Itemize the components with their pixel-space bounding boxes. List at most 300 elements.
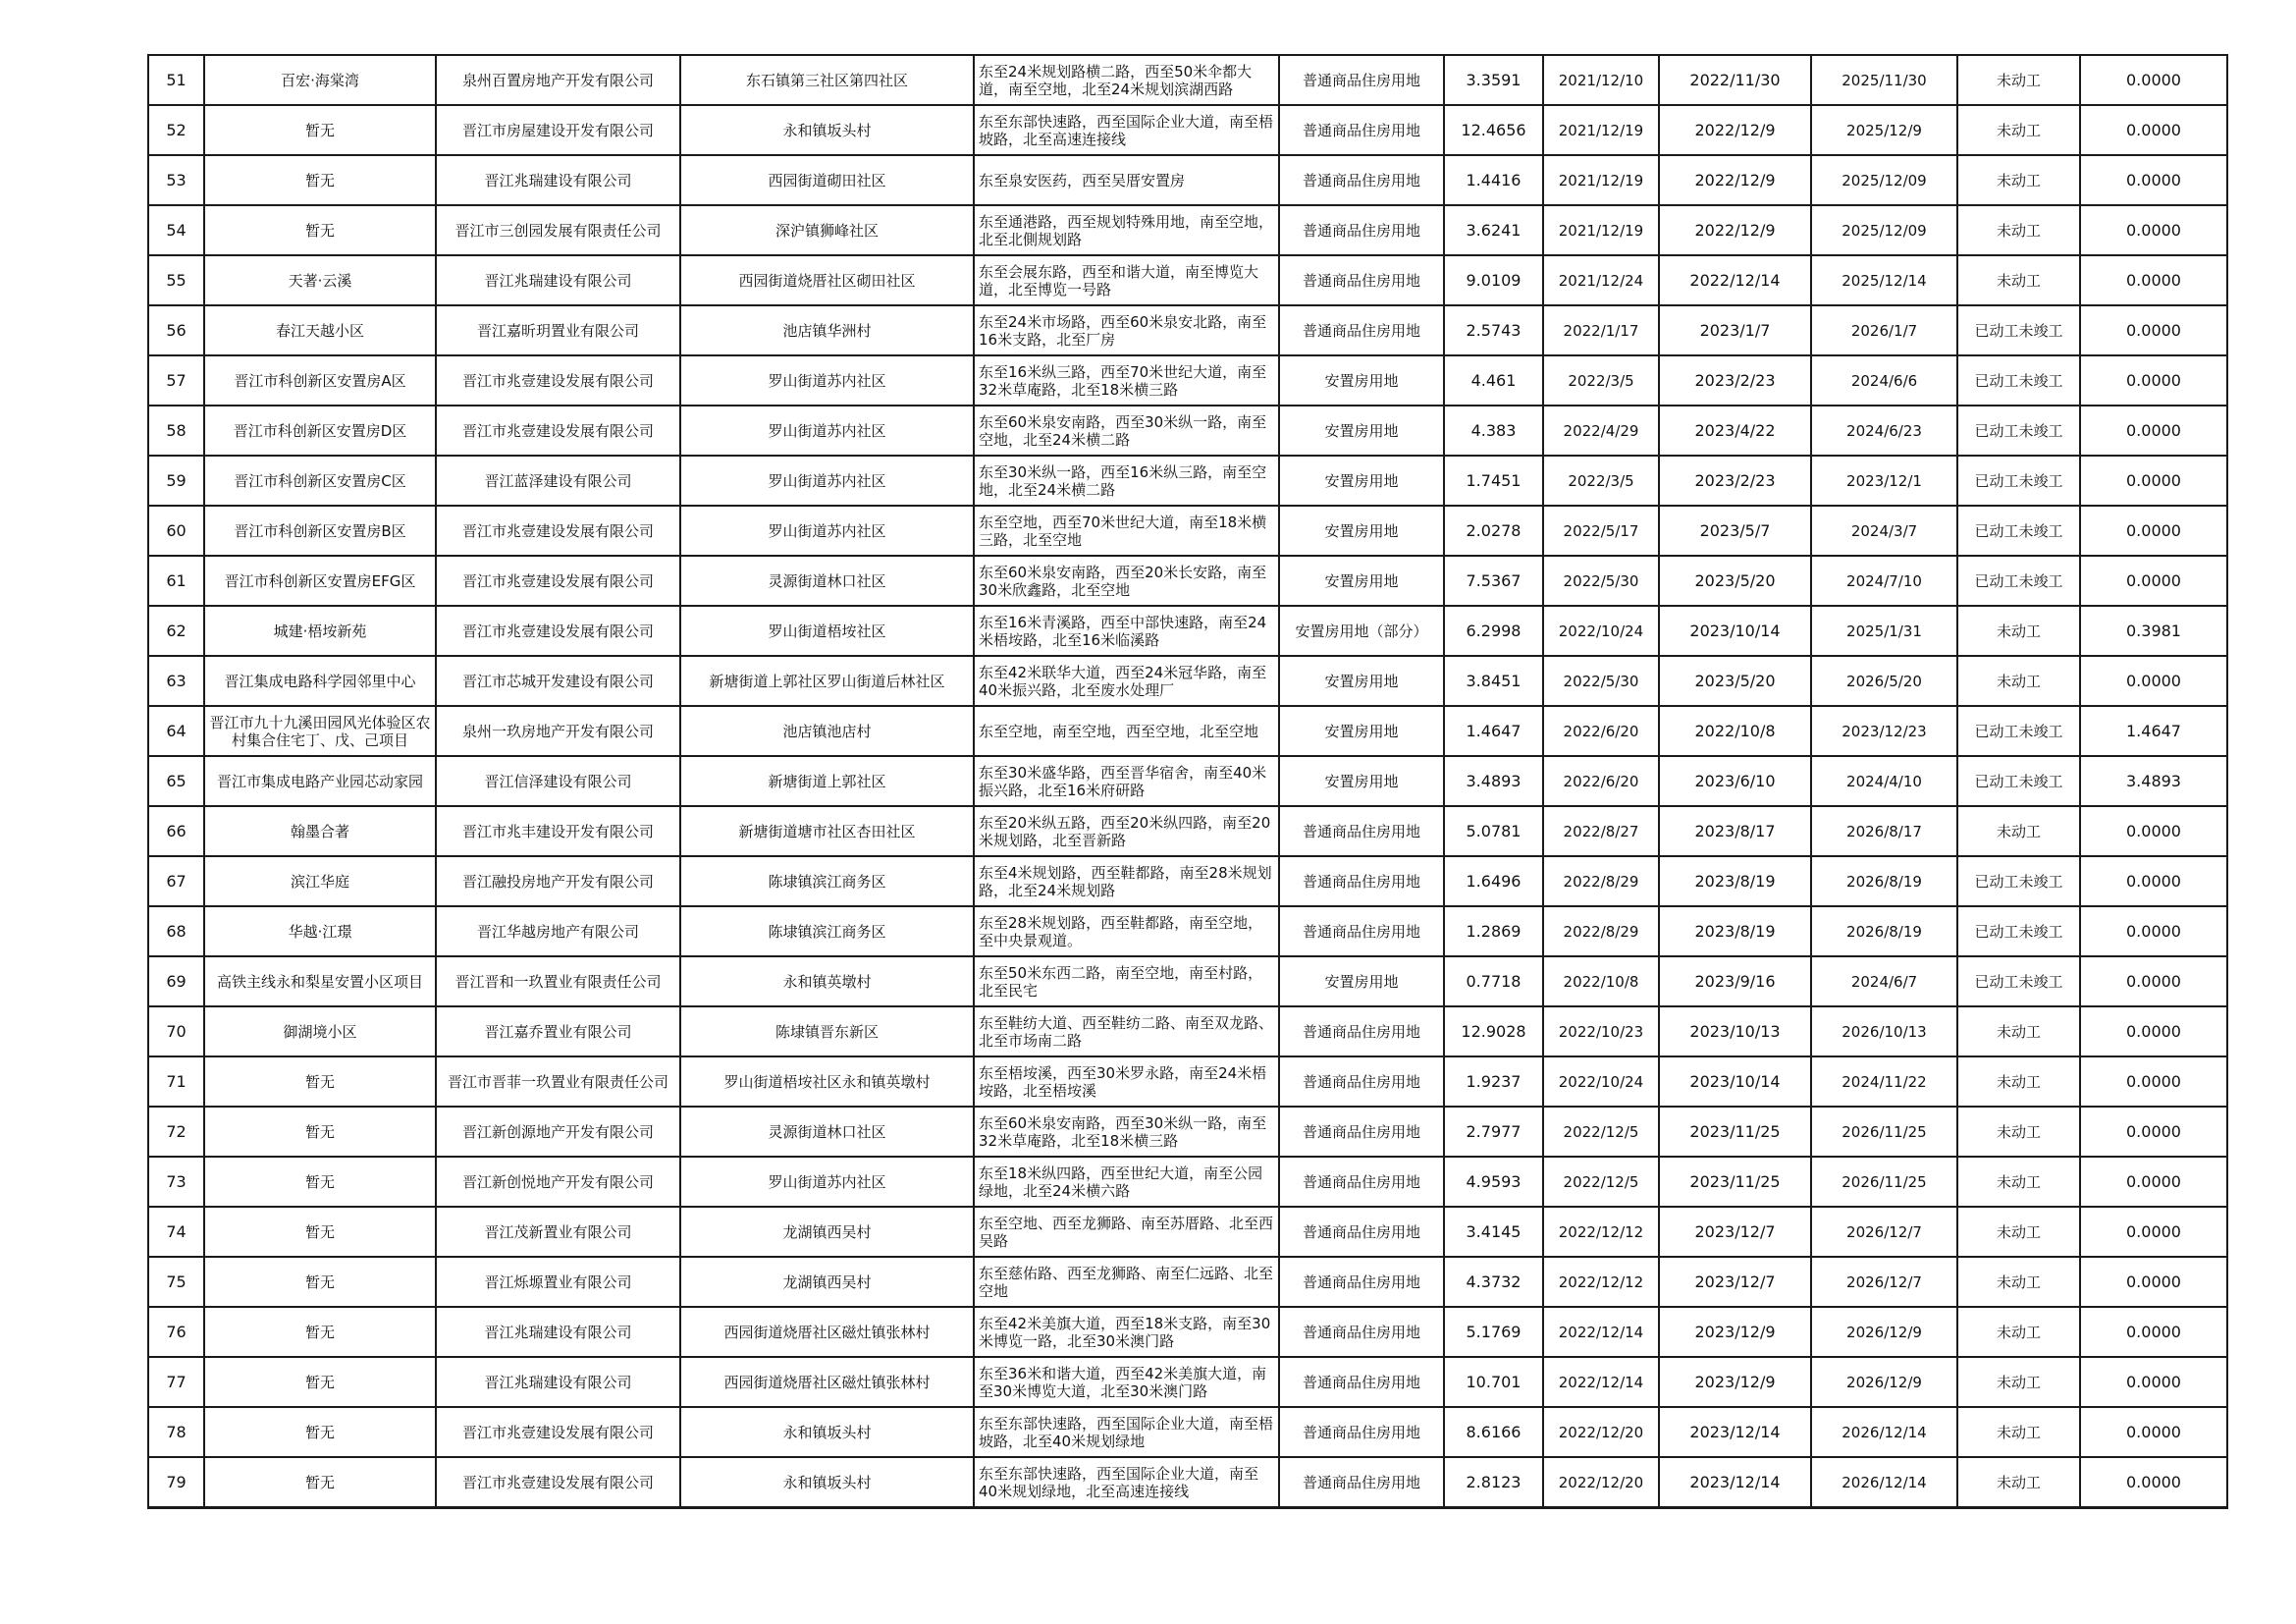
transfer-date-cell: 2022/12/14 [1543,1357,1659,1407]
company-name-cell: 晋江华越房地产有限公司 [436,906,680,956]
transfer-date-cell: 2021/12/19 [1543,105,1659,155]
land-area-cell: 3.4145 [1444,1207,1543,1257]
land-use-cell: 安置房用地 [1279,506,1444,556]
value-cell: 0.0000 [2080,1157,2227,1207]
construction-status-cell: 已动工未竣工 [1957,956,2080,1006]
construction-status-cell: 未动工 [1957,1357,2080,1407]
land-boundaries-cell: 东至50米东西二路，南至空地，南至村路，北至民宅 [974,956,1279,1006]
value-cell: 0.0000 [2080,1357,2227,1407]
finish-date-cell: 2023/12/23 [1811,706,1957,756]
table-row [148,556,2227,606]
finish-date-cell: 2024/6/6 [1811,355,1957,406]
row-number-cell: 66 [148,806,204,856]
land-area-cell: 1.2869 [1444,906,1543,956]
row-number-cell: 78 [148,1407,204,1457]
land-area-cell: 9.0109 [1444,255,1543,305]
land-boundaries-cell: 东至60米泉安南路，西至30米纵一路，南至32米草庵路，北至18米横三路 [974,1107,1279,1157]
transfer-date-cell: 2022/6/20 [1543,706,1659,756]
land-area-cell: 2.8123 [1444,1457,1543,1508]
start-date-cell: 2023/2/23 [1659,355,1811,406]
land-boundaries-cell: 东至鞋纺大道、西至鞋纺二路、南至双龙路、北至市场南二路 [974,1006,1279,1056]
finish-date-cell: 2026/8/17 [1811,806,1957,856]
row-number-cell: 63 [148,656,204,706]
location-cell: 灵源街道林口社区 [680,556,974,606]
row-number-cell: 64 [148,706,204,756]
table-row [148,906,2227,956]
table-body [148,55,2227,1508]
finish-date-cell: 2026/11/25 [1811,1157,1957,1207]
construction-status-cell: 未动工 [1957,1407,2080,1457]
land-boundaries-cell: 东至30米纵一路，西至16米纵三路，南至空地，北至24米横二路 [974,456,1279,506]
location-cell: 罗山街道苏内社区 [680,506,974,556]
company-name-cell: 晋江市兆壹建设发展有限公司 [436,556,680,606]
transfer-date-cell: 2022/12/20 [1543,1457,1659,1508]
start-date-cell: 2022/12/9 [1659,105,1811,155]
land-area-cell: 1.9237 [1444,1056,1543,1107]
finish-date-cell: 2026/5/20 [1811,656,1957,706]
finish-date-cell: 2023/12/1 [1811,456,1957,506]
start-date-cell: 2023/12/14 [1659,1407,1811,1457]
value-cell: 0.0000 [2080,1257,2227,1307]
company-name-cell: 晋江市兆壹建设发展有限公司 [436,506,680,556]
company-name-cell: 晋江市兆壹建设发展有限公司 [436,1457,680,1508]
transfer-date-cell: 2022/8/29 [1543,856,1659,906]
start-date-cell: 2023/6/10 [1659,756,1811,806]
land-boundaries-cell: 东至16米青溪路，西至中部快速路，南至24米梧垵路，北至16米临溪路 [974,606,1279,656]
finish-date-cell: 2025/11/30 [1811,55,1957,105]
transfer-date-cell: 2022/10/8 [1543,956,1659,1006]
company-name-cell: 晋江烁塬置业有限公司 [436,1257,680,1307]
land-use-cell: 普通商品住房用地 [1279,806,1444,856]
table-row [148,155,2227,205]
table-row [148,1056,2227,1107]
land-use-cell: 普通商品住房用地 [1279,1207,1444,1257]
company-name-cell: 晋江茂新置业有限公司 [436,1207,680,1257]
location-cell: 陈埭镇滨江商务区 [680,856,974,906]
land-use-cell: 普通商品住房用地 [1279,1056,1444,1107]
company-name-cell: 晋江信泽建设有限公司 [436,756,680,806]
start-date-cell: 2023/8/19 [1659,906,1811,956]
project-name-cell: 暂无 [204,1457,436,1508]
finish-date-cell: 2025/12/09 [1811,155,1957,205]
table-row [148,255,2227,305]
project-name-cell: 翰墨合著 [204,806,436,856]
value-cell: 0.3981 [2080,606,2227,656]
table-row [148,1407,2227,1457]
project-name-cell: 暂无 [204,1056,436,1107]
value-cell: 0.0000 [2080,1056,2227,1107]
table-row [148,1357,2227,1407]
land-use-cell: 普通商品住房用地 [1279,1006,1444,1056]
start-date-cell: 2022/12/9 [1659,205,1811,255]
start-date-cell: 2023/8/19 [1659,856,1811,906]
transfer-date-cell: 2022/10/23 [1543,1006,1659,1056]
finish-date-cell: 2024/6/7 [1811,956,1957,1006]
start-date-cell: 2022/12/9 [1659,155,1811,205]
location-cell: 永和镇坂头村 [680,105,974,155]
transfer-date-cell: 2022/8/29 [1543,906,1659,956]
table-row [148,1107,2227,1157]
value-cell: 0.0000 [2080,1107,2227,1157]
row-number-cell: 65 [148,756,204,806]
land-use-cell: 安置房用地 [1279,956,1444,1006]
value-cell: 0.0000 [2080,956,2227,1006]
land-use-cell: 普通商品住房用地 [1279,1107,1444,1157]
finish-date-cell: 2026/8/19 [1811,906,1957,956]
table-row [148,1457,2227,1508]
value-cell: 0.0000 [2080,1207,2227,1257]
finish-date-cell: 2026/12/7 [1811,1257,1957,1307]
transfer-date-cell: 2022/1/17 [1543,305,1659,355]
transfer-date-cell: 2021/12/19 [1543,205,1659,255]
land-boundaries-cell: 东至会展东路，西至和谐大道，南至博览大道，北至博览一号路 [974,255,1279,305]
row-number-cell: 54 [148,205,204,255]
start-date-cell: 2023/9/16 [1659,956,1811,1006]
company-name-cell: 晋江市兆壹建设发展有限公司 [436,355,680,406]
location-cell: 新塘街道塘市社区杏田社区 [680,806,974,856]
finish-date-cell: 2026/12/9 [1811,1307,1957,1357]
project-name-cell: 天著·云溪 [204,255,436,305]
land-boundaries-cell: 东至东部快速路，西至国际企业大道，南至40米规划绿地，北至高速连接线 [974,1457,1279,1508]
start-date-cell: 2023/4/22 [1659,406,1811,456]
location-cell: 西园街道烧厝社区磁灶镇张林村 [680,1307,974,1357]
row-number-cell: 76 [148,1307,204,1357]
transfer-date-cell: 2022/5/17 [1543,506,1659,556]
land-boundaries-cell: 东至42米联华大道，西至24米冠华路，南至40米振兴路，北至废水处理厂 [974,656,1279,706]
finish-date-cell: 2024/7/10 [1811,556,1957,606]
table-row [148,1006,2227,1056]
land-area-cell: 1.7451 [1444,456,1543,506]
land-area-cell: 4.3732 [1444,1257,1543,1307]
value-cell: 0.0000 [2080,355,2227,406]
transfer-date-cell: 2022/12/5 [1543,1157,1659,1207]
row-number-cell: 71 [148,1056,204,1107]
project-name-cell: 晋江市集成电路产业园芯动家园 [204,756,436,806]
land-boundaries-cell: 东至18米纵四路，西至世纪大道，南至公园绿地，北至24米横六路 [974,1157,1279,1207]
transfer-date-cell: 2022/12/5 [1543,1107,1659,1157]
land-use-cell: 普通商品住房用地 [1279,1157,1444,1207]
finish-date-cell: 2026/12/14 [1811,1457,1957,1508]
construction-status-cell: 未动工 [1957,1207,2080,1257]
row-number-cell: 70 [148,1006,204,1056]
construction-status-cell: 已动工未竣工 [1957,506,2080,556]
row-number-cell: 59 [148,456,204,506]
construction-status-cell: 未动工 [1957,205,2080,255]
land-use-cell: 普通商品住房用地 [1279,305,1444,355]
location-cell: 龙湖镇西吴村 [680,1257,974,1307]
construction-status-cell: 未动工 [1957,255,2080,305]
construction-status-cell: 已动工未竣工 [1957,406,2080,456]
project-name-cell: 暂无 [204,1257,436,1307]
project-name-cell: 城建·梧垵新苑 [204,606,436,656]
table-row [148,406,2227,456]
project-name-cell: 暂无 [204,1207,436,1257]
value-cell: 0.0000 [2080,1407,2227,1457]
value-cell: 0.0000 [2080,155,2227,205]
value-cell: 1.4647 [2080,706,2227,756]
company-name-cell: 泉州一玖房地产开发有限公司 [436,706,680,756]
land-boundaries-cell: 东至空地、西至龙狮路、南至苏厝路、北至西吴路 [974,1207,1279,1257]
finish-date-cell: 2026/8/19 [1811,856,1957,906]
finish-date-cell: 2025/12/9 [1811,105,1957,155]
land-supply-table-sheet [147,54,2226,1509]
row-number-cell: 60 [148,506,204,556]
row-number-cell: 56 [148,305,204,355]
table-row [148,55,2227,105]
location-cell: 深沪镇狮峰社区 [680,205,974,255]
transfer-date-cell: 2022/5/30 [1543,656,1659,706]
start-date-cell: 2023/12/7 [1659,1207,1811,1257]
value-cell: 0.0000 [2080,806,2227,856]
land-area-cell: 3.4893 [1444,756,1543,806]
row-number-cell: 79 [148,1457,204,1508]
land-boundaries-cell: 东至36米和谐大道，西至42米美旗大道，南至30米博览大道，北至30米澳门路 [974,1357,1279,1407]
finish-date-cell: 2025/1/31 [1811,606,1957,656]
row-number-cell: 62 [148,606,204,656]
finish-date-cell: 2026/12/9 [1811,1357,1957,1407]
land-area-cell: 12.9028 [1444,1006,1543,1056]
value-cell: 0.0000 [2080,856,2227,906]
company-name-cell: 晋江市兆丰建设开发有限公司 [436,806,680,856]
land-boundaries-cell: 东至空地，西至70米世纪大道，南至18米横三路，北至空地 [974,506,1279,556]
location-cell: 陈埭镇晋东新区 [680,1006,974,1056]
land-use-cell: 普通商品住房用地 [1279,1457,1444,1508]
location-cell: 东石镇第三社区第四社区 [680,55,974,105]
project-name-cell: 暂无 [204,155,436,205]
value-cell: 0.0000 [2080,906,2227,956]
land-use-cell: 安置房用地 [1279,656,1444,706]
company-name-cell: 晋江市芯城开发建设有限公司 [436,656,680,706]
value-cell: 0.0000 [2080,105,2227,155]
company-name-cell: 晋江兆瑞建设有限公司 [436,255,680,305]
value-cell: 0.0000 [2080,656,2227,706]
land-area-cell: 3.8451 [1444,656,1543,706]
land-boundaries-cell: 东至慈佑路、西至龙狮路、南至仁远路、北至空地 [974,1257,1279,1307]
land-use-cell: 普通商品住房用地 [1279,155,1444,205]
transfer-date-cell: 2022/6/20 [1543,756,1659,806]
construction-status-cell: 已动工未竣工 [1957,906,2080,956]
value-cell: 0.0000 [2080,55,2227,105]
value-cell: 0.0000 [2080,456,2227,506]
company-name-cell: 晋江晋和一玖置业有限责任公司 [436,956,680,1006]
table-row [148,956,2227,1006]
location-cell: 永和镇坂头村 [680,1407,974,1457]
project-name-cell: 暂无 [204,1407,436,1457]
finish-date-cell: 2026/12/14 [1811,1407,1957,1457]
finish-date-cell: 2026/11/25 [1811,1107,1957,1157]
land-use-cell: 普通商品住房用地 [1279,1307,1444,1357]
land-use-cell: 普通商品住房用地 [1279,1407,1444,1457]
company-name-cell: 晋江市三创园发展有限责任公司 [436,205,680,255]
location-cell: 新塘街道上郭社区罗山街道后林社区 [680,656,974,706]
project-name-cell: 高铁主线永和梨星安置小区项目 [204,956,436,1006]
land-boundaries-cell: 东至28米规划路，西至鞋都路，南至空地，至中央景观道。 [974,906,1279,956]
land-area-cell: 6.2998 [1444,606,1543,656]
land-area-cell: 5.1769 [1444,1307,1543,1357]
location-cell: 池店镇池店村 [680,706,974,756]
construction-status-cell: 已动工未竣工 [1957,305,2080,355]
construction-status-cell: 已动工未竣工 [1957,856,2080,906]
value-cell: 0.0000 [2080,1307,2227,1357]
value-cell: 0.0000 [2080,556,2227,606]
construction-status-cell: 未动工 [1957,155,2080,205]
location-cell: 罗山街道苏内社区 [680,406,974,456]
start-date-cell: 2023/12/9 [1659,1357,1811,1407]
value-cell: 0.0000 [2080,305,2227,355]
table-row [148,355,2227,406]
row-number-cell: 73 [148,1157,204,1207]
table-row [148,656,2227,706]
location-cell: 永和镇坂头村 [680,1457,974,1508]
row-number-cell: 67 [148,856,204,906]
finish-date-cell: 2026/12/7 [1811,1207,1957,1257]
row-number-cell: 58 [148,406,204,456]
construction-status-cell: 未动工 [1957,1107,2080,1157]
land-boundaries-cell: 东至60米泉安南路，西至30米纵一路，南至空地，北至24米横二路 [974,406,1279,456]
project-name-cell: 暂无 [204,205,436,255]
table-row [148,305,2227,355]
project-name-cell: 百宏·海棠湾 [204,55,436,105]
land-boundaries-cell: 东至4米规划路，西至鞋都路，南至28米规划路，北至24米规划路 [974,856,1279,906]
company-name-cell: 晋江市兆壹建设发展有限公司 [436,406,680,456]
project-name-cell: 春江天越小区 [204,305,436,355]
land-use-cell: 安置房用地 [1279,355,1444,406]
location-cell: 西园街道砌田社区 [680,155,974,205]
row-number-cell: 69 [148,956,204,1006]
company-name-cell: 晋江嘉乔置业有限公司 [436,1006,680,1056]
start-date-cell: 2023/8/17 [1659,806,1811,856]
land-area-cell: 8.6166 [1444,1407,1543,1457]
construction-status-cell: 未动工 [1957,1056,2080,1107]
construction-status-cell: 未动工 [1957,1257,2080,1307]
project-name-cell: 晋江集成电路科学园邻里中心 [204,656,436,706]
construction-status-cell: 已动工未竣工 [1957,756,2080,806]
table-row [148,506,2227,556]
land-area-cell: 1.6496 [1444,856,1543,906]
land-use-cell: 普通商品住房用地 [1279,205,1444,255]
company-name-cell: 晋江兆瑞建设有限公司 [436,155,680,205]
value-cell: 0.0000 [2080,1006,2227,1056]
start-date-cell: 2023/5/20 [1659,656,1811,706]
construction-status-cell: 未动工 [1957,55,2080,105]
land-area-cell: 0.7718 [1444,956,1543,1006]
finish-date-cell: 2026/10/13 [1811,1006,1957,1056]
start-date-cell: 2023/5/20 [1659,556,1811,606]
start-date-cell: 2023/5/7 [1659,506,1811,556]
transfer-date-cell: 2021/12/10 [1543,55,1659,105]
row-number-cell: 61 [148,556,204,606]
land-use-cell: 安置房用地 [1279,706,1444,756]
start-date-cell: 2023/12/9 [1659,1307,1811,1357]
company-name-cell: 泉州百置房地产开发有限公司 [436,55,680,105]
table-row [148,105,2227,155]
land-boundaries-cell: 东至20米纵五路，西至20米纵四路，南至20米规划路，北至晋新路 [974,806,1279,856]
land-use-cell: 安置房用地 [1279,556,1444,606]
project-name-cell: 御湖境小区 [204,1006,436,1056]
company-name-cell: 晋江兆瑞建设有限公司 [436,1357,680,1407]
table-row [148,756,2227,806]
land-area-cell: 4.9593 [1444,1157,1543,1207]
construction-status-cell: 未动工 [1957,1307,2080,1357]
location-cell: 罗山街道梧垵社区 [680,606,974,656]
value-cell: 0.0000 [2080,1457,2227,1508]
row-number-cell: 57 [148,355,204,406]
land-area-cell: 3.6241 [1444,205,1543,255]
company-name-cell: 晋江蓝泽建设有限公司 [436,456,680,506]
land-area-cell: 10.701 [1444,1357,1543,1407]
transfer-date-cell: 2022/12/12 [1543,1207,1659,1257]
table-row [148,1307,2227,1357]
start-date-cell: 2022/10/8 [1659,706,1811,756]
start-date-cell: 2022/12/14 [1659,255,1811,305]
finish-date-cell: 2024/11/22 [1811,1056,1957,1107]
project-name-cell: 滨江华庭 [204,856,436,906]
transfer-date-cell: 2022/4/29 [1543,406,1659,456]
land-table [147,54,2228,1509]
land-use-cell: 普通商品住房用地 [1279,856,1444,906]
land-area-cell: 4.461 [1444,355,1543,406]
land-boundaries-cell: 东至东部快速路，西至国际企业大道，南至梧坡路，北至40米规划绿地 [974,1407,1279,1457]
construction-status-cell: 未动工 [1957,1157,2080,1207]
construction-status-cell: 未动工 [1957,606,2080,656]
table-row [148,1157,2227,1207]
location-cell: 罗山街道苏内社区 [680,355,974,406]
project-name-cell: 晋江市九十九溪田园风光体验区农村集合住宅丁、戊、己项目 [204,706,436,756]
table-row [148,205,2227,255]
land-use-cell: 安置房用地 [1279,406,1444,456]
construction-status-cell: 已动工未竣工 [1957,706,2080,756]
project-name-cell: 暂无 [204,1307,436,1357]
start-date-cell: 2023/12/7 [1659,1257,1811,1307]
company-name-cell: 晋江兆瑞建设有限公司 [436,1307,680,1357]
finish-date-cell: 2025/12/14 [1811,255,1957,305]
land-boundaries-cell: 东至24米市场路，西至60米泉安北路，南至16米支路，北至厂房 [974,305,1279,355]
transfer-date-cell: 2022/12/12 [1543,1257,1659,1307]
row-number-cell: 74 [148,1207,204,1257]
land-boundaries-cell: 东至16米纵三路，西至70米世纪大道，南至32米草庵路，北至18米横三路 [974,355,1279,406]
land-use-cell: 普通商品住房用地 [1279,906,1444,956]
project-name-cell: 暂无 [204,1107,436,1157]
company-name-cell: 晋江嘉昕玥置业有限公司 [436,305,680,355]
finish-date-cell: 2024/3/7 [1811,506,1957,556]
construction-status-cell: 未动工 [1957,1457,2080,1508]
start-date-cell: 2023/1/7 [1659,305,1811,355]
row-number-cell: 68 [148,906,204,956]
transfer-date-cell: 2022/10/24 [1543,1056,1659,1107]
land-area-cell: 12.4656 [1444,105,1543,155]
construction-status-cell: 已动工未竣工 [1957,355,2080,406]
start-date-cell: 2023/10/14 [1659,606,1811,656]
location-cell: 罗山街道梧垵社区永和镇英墩村 [680,1056,974,1107]
table-row [148,606,2227,656]
land-use-cell: 普通商品住房用地 [1279,1357,1444,1407]
land-area-cell: 7.5367 [1444,556,1543,606]
location-cell: 池店镇华洲村 [680,305,974,355]
table-row [148,456,2227,506]
value-cell: 3.4893 [2080,756,2227,806]
project-name-cell: 晋江市科创新区安置房B区 [204,506,436,556]
table-row [148,706,2227,756]
row-number-cell: 75 [148,1257,204,1307]
location-cell: 陈埭镇滨江商务区 [680,906,974,956]
value-cell: 0.0000 [2080,205,2227,255]
land-boundaries-cell: 东至东部快速路，西至国际企业大道，南至梧坡路，北至高速连接线 [974,105,1279,155]
land-area-cell: 1.4416 [1444,155,1543,205]
location-cell: 龙湖镇西吴村 [680,1207,974,1257]
land-use-cell: 安置房用地 [1279,456,1444,506]
location-cell: 永和镇英墩村 [680,956,974,1006]
land-use-cell: 普通商品住房用地 [1279,105,1444,155]
